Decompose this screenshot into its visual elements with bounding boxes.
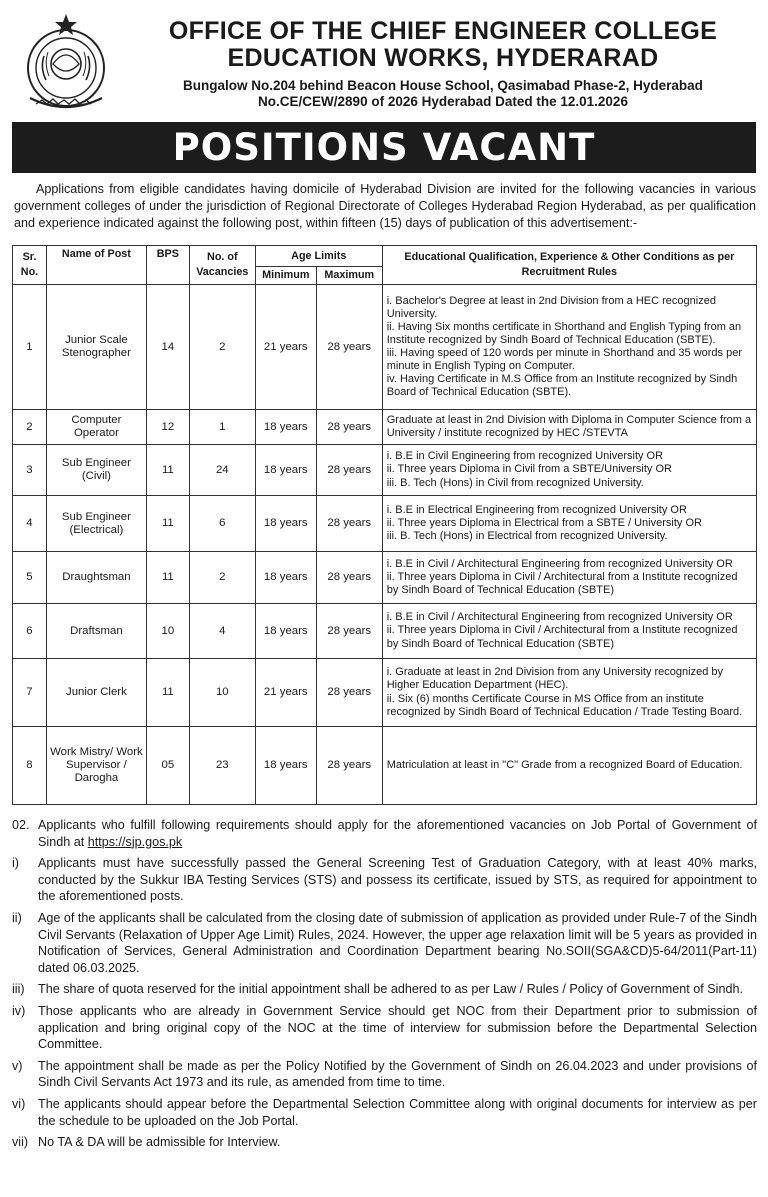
cell-age-maximum: 28 years (316, 552, 382, 604)
office-title-line2: EDUCATION WORKS, HYDERARAD (227, 44, 659, 72)
cell-post-name: Work Mistry/ Work Supervisor / Darogha (46, 727, 146, 805)
qualification-line: ii. Three years Diploma in Electrical from a SBTE / University OR (386, 516, 702, 529)
intro-paragraph: Applications from eligible candidates having domicile of Hyderabad Division are invited for the following vacancies in various government colleges of under the jurisdiction of Regional Directorate of Colleges Hyderabad Region Hyderabad, as per qualification and experience indicated against the following post, within fifteen (15) days of publication of this advertisement:- (14, 182, 756, 230)
qualification-line: ii. Three years Diploma in Civil / Architectural from a Institute recognized by Sindh Board of Technical Education (SBTE) (386, 624, 738, 650)
qualification-line: ii. Six (6) months Certificate Course in MS Office from an institute recognized by Sindh Board of Technical Education / Trade Testing Board. (386, 692, 743, 718)
qualification-line: iii. Having speed of 120 words per minute in Shorthand and 35 words per minute in English Typing on Computer. (386, 347, 742, 373)
cell-qualification (382, 496, 756, 552)
cell-age-minimum: 18 years (255, 445, 316, 496)
cell-qualification (382, 604, 756, 659)
cell-age-minimum: 18 years (255, 552, 316, 604)
note-text: Those applicants who are already in Government Service should get NOC from their Department prior to submission of application and bring original copy of the NOC at the time of interview for submission before the Departmental Selection Committee. (38, 1003, 757, 1052)
note-number: iii) (12, 982, 25, 997)
cell-vacancies: 2 (189, 285, 255, 410)
qualification-line: i. B.E in Civil Engineering from recognized University OR (386, 450, 664, 463)
note-text: Age of the applicants shall be calculated from the closing date of submission of application as provided under Rule-7 of the Sindh Civil Servants (Relaxation of Upper Age Limit) Rules, 2024. However, the upper age relaxation limit will be 5 years as provided in Notification of Services, General Administration and Coordination Department bearing No.SOII(SGA&CD)5-64/2011(Part-11) dated 06.03.2025. (38, 910, 757, 975)
positions-vacant-banner: POSITIONS VACANT (12, 122, 756, 173)
note-text: Applicants must have successfully passed the General Screening Test of Graduation Category, with at least 40% marks, conducted by the Sukkur IBA Testing Services (STS) and possess its certificate, issued by STS, as required for appointment to the aforementioned posts. (38, 856, 757, 904)
cell-qualification (382, 285, 756, 410)
note-number: vi) (12, 1096, 26, 1111)
header-age-minimum: Minimum (255, 267, 316, 285)
cell-age-minimum: 18 years (255, 604, 316, 659)
note-number: i) (12, 856, 19, 871)
cell-bps: 10 (146, 604, 189, 659)
table-row (13, 727, 757, 805)
note-text: The appointment shall be made as per the Policy Notified by the Government of Sindh on 26.04.2023 and under provisions of Sindh Civil Servants Act 1973 and its rule, as amended from time to time. (38, 1058, 757, 1090)
cell-vacancies: 4 (189, 604, 255, 659)
office-title-line1: OFFICE OF THE CHIEF ENGINEER COLLEGE (168, 17, 718, 45)
qualification-line: iii. B. Tech (Hons) in Electrical from recognized University. (386, 530, 668, 543)
cell-post-name: Draughtsman (46, 552, 146, 604)
cell-vacancies: 2 (189, 552, 255, 604)
qualification-line: i. Graduate at least in 2nd Division from any University recognized by Higher Education Department (HEC). (386, 666, 724, 692)
cell-post-name: Junior Scale Stenographer (46, 285, 146, 410)
cell-qualification (382, 410, 756, 445)
cell-age-maximum: 28 years (316, 496, 382, 552)
cell-age-maximum: 28 years (316, 727, 382, 805)
note-text: No TA & DA will be admissible for Interview. (38, 1135, 281, 1150)
qualification-line: iv. Having Certificate in M.S Office from an Institute recognized by Sindh Board of Technical Education (SBTE). (386, 373, 738, 399)
cell-vacancies: 1 (189, 410, 255, 445)
cell-age-minimum: 18 years (255, 410, 316, 445)
note-item (12, 981, 757, 998)
cell-sr: 4 (13, 496, 47, 552)
header-vacancies: No. of Vacancies (189, 246, 255, 285)
qualification-line: i. B.E in Electrical Engineering from recognized University OR (386, 503, 687, 516)
cell-vacancies: 24 (189, 445, 255, 496)
table-row (13, 552, 757, 604)
note-item (12, 855, 757, 905)
cell-age-maximum: 28 years (316, 285, 382, 410)
qualification-line: Graduate at least in 2nd Division with Diploma in Computer Science from a University / institute recognized by HEC /STEVTA (386, 413, 752, 439)
cell-post-name: Sub Engineer (Electrical) (46, 496, 146, 552)
vacancies-table (12, 245, 757, 805)
cell-age-minimum: 21 years (255, 285, 316, 410)
office-address (118, 78, 768, 110)
header-bps: BPS (146, 246, 189, 285)
note-text: Applicants who fulfill following requirements should apply for the aforementioned vacancies on Job Portal of Government of Sindh at (38, 818, 757, 849)
table-row (13, 285, 757, 410)
cell-qualification (382, 659, 756, 727)
table-row (13, 496, 757, 552)
cell-bps: 11 (146, 552, 189, 604)
cell-sr: 3 (13, 445, 47, 496)
note-02 (12, 817, 757, 850)
cell-age-maximum: 28 years (316, 604, 382, 659)
cell-qualification (382, 727, 756, 805)
qualification-line: i. Bachelor's Degree at least in 2nd Division from a HEC recognized University. (386, 294, 716, 320)
note-item (12, 1058, 757, 1091)
cell-vacancies: 23 (189, 727, 255, 805)
cell-age-maximum: 28 years (316, 659, 382, 727)
reference-line: No.CE/CEW/2890 of 2026 Hyderabad Dated the 12.01.2026 (258, 94, 628, 109)
cell-vacancies: 10 (189, 659, 255, 727)
cell-sr: 2 (13, 410, 47, 445)
job-portal-link[interactable]: https://sjp.gos.pk (87, 834, 183, 849)
note-item (12, 910, 757, 976)
note-text: The share of quota reserved for the initial appointment shall be adhered to as per Law / Rules / Policy of Government of Sindh. (38, 982, 743, 997)
note-number: v) (12, 1058, 23, 1073)
cell-bps: 12 (146, 410, 189, 445)
note-item (12, 1096, 757, 1129)
qualification-line: ii. Three years Diploma in Civil from a SBTE/University OR (386, 463, 672, 476)
cell-sr: 7 (13, 659, 47, 727)
header-post-name: Name of Post (46, 246, 146, 285)
table-row (13, 410, 757, 445)
note-item (12, 1134, 757, 1151)
cell-age-minimum: 18 years (255, 496, 316, 552)
qualification-line: ii. Having Six months certificate in Shorthand and English Typing from an Institute recognized by Sindh Board of Technical Education (SBTE). (386, 320, 742, 346)
note-number: 02. (12, 818, 30, 832)
table-row (13, 659, 757, 727)
note-item (12, 1003, 757, 1053)
qualification-line: ii. Three years Diploma in Civil / Architectural from a Institute recognized by Sindh Board of Technical Education (SBTE) (386, 570, 738, 597)
header-age-maximum: Maximum (316, 267, 382, 285)
qualification-line: i. B.E in Civil / Architectural Engineering from recognized University OR (386, 611, 733, 624)
cell-age-minimum: 21 years (255, 659, 316, 727)
table-row (13, 445, 757, 496)
cell-bps: 11 (146, 445, 189, 496)
government-seal-icon (20, 12, 112, 112)
header-qualification: Educational Qualification, Experience & Other Conditions as per Recruitment Rules (382, 246, 756, 285)
table-row (13, 604, 757, 659)
note-text: The applicants should appear before the Departmental Selection Committee along with original documents for interview as per the schedule to be uploaded on the Job Portal. (38, 1096, 757, 1128)
cell-sr: 6 (13, 604, 47, 659)
cell-age-maximum: 28 years (316, 410, 382, 445)
note-number: ii) (12, 910, 22, 925)
qualification-line: iii. B. Tech (Hons) in Civil from recognized University. (386, 476, 644, 489)
cell-vacancies: 6 (189, 496, 255, 552)
qualification-line: i. B.E in Civil / Architectural Engineering from recognized University OR (386, 557, 733, 570)
cell-bps: 11 (146, 496, 189, 552)
cell-sr: 5 (13, 552, 47, 604)
cell-post-name: Computer Operator (46, 410, 146, 445)
note-number: iv) (12, 1003, 26, 1018)
notes-section (12, 817, 757, 1156)
header-sr-no: Sr. No. (13, 246, 47, 285)
address-line: Bungalow No.204 behind Beacon House School, Qasimabad Phase-2, Hyderabad (183, 78, 703, 93)
note-number: vii) (12, 1135, 29, 1150)
cell-age-minimum: 18 years (255, 727, 316, 805)
cell-bps: 11 (146, 659, 189, 727)
cell-age-maximum: 28 years (316, 445, 382, 496)
header-age-limits: Age Limits (255, 246, 382, 267)
cell-qualification (382, 552, 756, 604)
cell-post-name: Draftsman (46, 604, 146, 659)
cell-sr: 8 (13, 727, 47, 805)
qualification-line: Matriculation at least in "C" Grade from a recognized Board of Education. (386, 758, 743, 771)
cell-bps: 05 (146, 727, 189, 805)
cell-bps: 14 (146, 285, 189, 410)
cell-post-name: Sub Engineer (Civil) (46, 445, 146, 496)
office-title (118, 18, 768, 72)
cell-qualification (382, 445, 756, 496)
cell-sr: 1 (13, 285, 47, 410)
document-header (0, 0, 768, 122)
cell-post-name: Junior Clerk (46, 659, 146, 727)
